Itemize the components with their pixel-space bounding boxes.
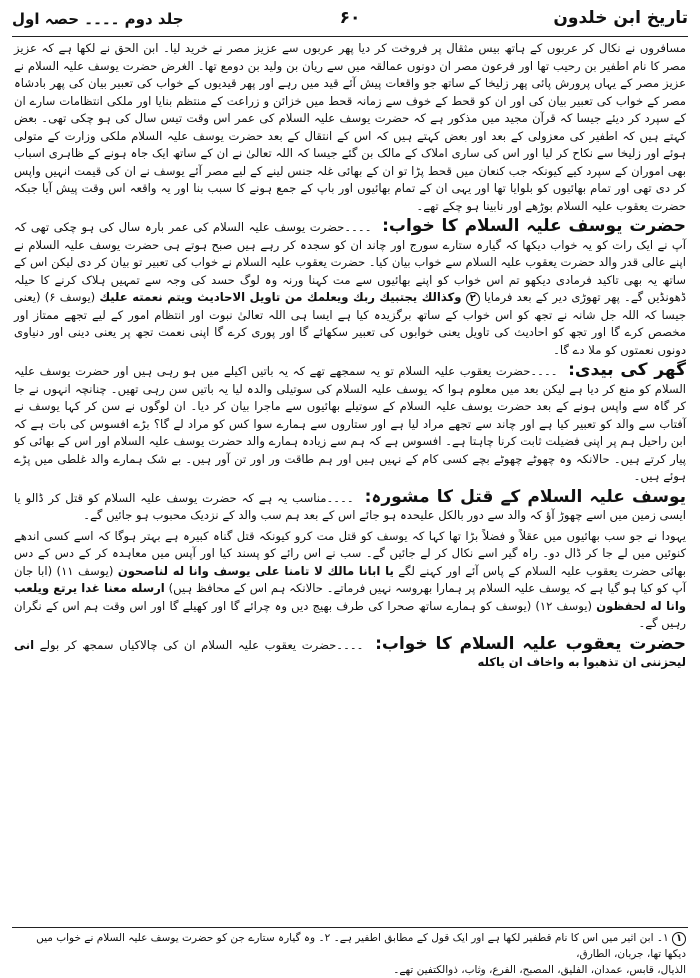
paragraph-home — [14, 362, 686, 486]
heading-yusuf-dream: حضرت یوسف علیہ السلام کا خواب: — [382, 216, 687, 236]
paragraph-dream-text: ۔۔۔۔حضرت یوسف علیہ السلام کی عمر بارہ سال کی ہو چکی تھی کہ آپ نے ایک رات کو یہ خواب دیکھا کہ گیارہ ستارے سورج اور چاند ان کو سجدہ کر رہے ہیں صبح ہوتے ہی حضرت یوسف علیہ السلام نے اپنے عالی قدر والد حضرت یعقوب علیہ السلام سے خواب بیان کیا۔ حضرت یعقوب علیہ السلام نے خواب کی تعبیر تو بیان کر دی لیکن اس کے ساتھ یہ بھی تاکید فرمادی دیکھو تم اس خواب کو اپنے بھائیوں سے مت کہنا ورنہ وہ لوگ حسد کی وجہ سے تمہیں ہلاک کرنے کا حیلہ ڈھونڈیں گے۔ پھر تھوڑی دیر کے بعد فرمایا — [14, 220, 686, 304]
quran-verse-2: يا ابانا مالك لا تامنا على يوسف وانا له لناصحون — [117, 563, 394, 578]
footnote-line-2: الذیال، قابس، عمدان، الفلیق، المصبح، الفرع، وثاب، ذوالکتفین تھے۔ — [393, 964, 686, 976]
footnote-line-1 — [14, 930, 686, 962]
page-header — [12, 6, 688, 36]
paragraph-yahuda-text-2: (یوسف ۱۱) (ابا جان آپ کو کیا ہو گیا ہے کہ یوسف علیہ السلام پر ہمارا بھروسہ نہیں فرماتے۔ حالانکہ ہم اس کے محافظ ہیں) — [14, 563, 686, 595]
paragraph-dream — [14, 218, 686, 359]
volume-label: جلد دوم ۔۔۔۔ حصہ اول — [12, 10, 184, 28]
footnote-1-text: ۱۔ ابن اثیر میں اس کا نام قطفیر لکھا ہے اور ایک قول کے مطابق اطفیر ہے۔ ۲۔ وہ گیارہ ستارے جن کو حضرت یوسف علیہ السلام نے خواب میں دیکھا تھا، جربان، الطارق، — [36, 932, 686, 960]
paragraph-plot — [14, 486, 686, 525]
footnotes — [14, 930, 686, 978]
paragraph-jacob-text: ۔۔۔۔حضرت یعقوب علیہ السلام ان کی چالاکیاں سمجھ کر بولے — [39, 637, 364, 652]
footnote-rule — [12, 927, 688, 928]
main-text — [14, 40, 686, 675]
heading-jacob-dream: حضرت یعقوب علیہ السلام کا خواب: — [375, 633, 687, 654]
paragraph-yahuda-text-3: (یوسف ۱۲) (یوسف کو ہمارے ساتھ صحرا کی طرف بھیج دیں وہ چرائے گا اور کھیلے گا اور اس وقت ہم اس کے نگران رہیں گے۔ — [14, 598, 686, 630]
quran-verse-3: ارسله معنا غدا يرتع ويلعب وانا له لحفظون — [14, 581, 687, 613]
paragraph-intro-text: مسافروں نے نکال کر عربوں کے ہاتھ بیس مثقال پر فروخت کر دیا پھر عربوں سے عزیز مصر نے خرید لیا۔ ابن الحق نے لکھا ہے کہ عزیز مصر کا نام اطفیر بن رحیب تھا اور فرعون مصر ان دونوں عمالقہ میں سے ریان بن ولید بن دومع تھا۔ الغرض حضرت یوسف علیہ السلام نے عزیز مصر کے یہاں پرورش پائی پھر زلیخا کے ساتھ جو واقعات پیش آئے قید میں رہے اور پھر قیدیوں کے خواب کی تعبیر بیان کی پھر بادشاہ مصر کے خواب کی تعبیر بیان کی اور ان کو قحط کے خوف سے زمانہ قحط میں خزائن و زراعت کے منتظم بنایا اور ملکی انتظامات سارے ان کے سپرد کر دیئے جیسا کہ قرآن مجید میں مذکور ہے کہ حضرت یوسف علیہ السلام کی عمر اس وقت تیس سال کی ہو چکی تھی۔ بعض کہتے ہیں کہ اطفیر کی معزولی کے بعد اور بعض کہتے ہیں کہ اس کے انتقال کے بعد حضرت یوسف علیہ السلام ملکی وزارت کے متولی ہوئے اور زلیخا سے نکاح کر لیا اور اس کی ساری املاک کے مالک بن گئے جیسا کہ اللہ تعالیٰ نے ان کے ساتھ ایک جاہ ہونے کے ظاہری اسباب بھی اموران کے سپرد کیے کیونکہ جب کنعان میں قحط پڑا تو ان کے بھائی غلہ جنس لینے کے لیے مصر آئے یوسف نے ان کی قیمت انہیں واپس کر دی تھی اور تمام بھائیوں کو بلوایا تھا اور یہی ان کے تمام بھائیوں اور باپ کے جمع ہونے کا سبب بنا اور یہ واقعہ اس وقت پیش آیا جبکہ حضرت یعقوب علیہ السلام بوڑھے اور نابینا ہو چکے تھے۔ — [14, 41, 686, 213]
heading-home: گھر کی بیدی: — [568, 360, 686, 380]
paragraph-intro — [14, 40, 686, 215]
footnote-marker-2: ۲ — [466, 292, 480, 306]
paragraph-dream-text-2: (یوسف ۶) (یعنی جیسا کہ اللہ جل شانہ نے تجھ کو اس خواب کے ساتھ برگزیدہ کیا ہے ایسا ہی اللہ تعالیٰ نبوت اور انتظام امور کے لیے تجھے ممتاز اور مخصص کرے گا اور تجھ کو احادیث کی تاویل یعنی خوابوں کی تعبیر سکھائے گا اور پوری کرے گا اپنی نعمت تجھ پر یعنی دینی اور دنیاوی دونوں نعمتوں کو ملا دے گا۔ — [14, 290, 686, 357]
heading-plot: یوسف علیہ السلام کے قتل کا مشورہ: — [364, 486, 686, 507]
quran-verse-4: انی لیحزننی ان تذهبوا به واخاف ان یاکله — [14, 637, 686, 669]
paragraph-jacob — [14, 633, 687, 672]
paragraph-plot-text: ۔۔۔۔مناسب یہ ہے کہ حضرت یوسف علیہ السلام کو قتل کر ڈالو یا ایسی زمین میں اسے چھوڑ آؤ کہ والد سے دور بالکل علیحدہ ہو جائے اس کے بعد ہم سب والد کے نزدیک محبوب ہو جائیں گے۔ — [14, 490, 686, 522]
book-title: تاریخ ابن خلدون — [553, 8, 688, 28]
paragraph-yahuda — [14, 528, 686, 633]
page-number: ۶۰ — [339, 8, 361, 28]
quran-verse-1: وكذالك يجتبيك ربك ويعلمك من تاويل الاحاديث ويتم نعمته عليك — [99, 290, 462, 304]
header-rule — [12, 36, 688, 37]
paragraph-yahuda-text: یہودا نے جو سب بھائیوں میں عقلاً و فضلاً بڑا تھا کہا کہ یوسف کو قتل مت کرو کیونکہ قتل گناہ کبیرہ ہے بہتر ہوگا کہ اسے کسی اندھے کنوئیں میں لے جا کر ڈال دو۔ راہ گیر اسے نکال کر لے جائیں گے۔ سب نے اس رائے کو پسند کیا اور آپس میں معاہدہ کر کے دس کے دس بھائی حضرت یعقوب علیہ السلام کے پاس آئے اور کہنے لگے — [14, 528, 686, 578]
footnote-marker-1: ۱ — [672, 932, 686, 946]
paragraph-home-text: ۔۔۔۔حضرت یعقوب علیہ السلام تو یہ سمجھے تھے کہ یہ باتیں اکیلے میں ہو رہی ہیں اور حضرت یوسف علیہ السلام کو منع کر دیا ہے لیکن بعد میں معلوم ہوا کہ یوسف علیہ السلام کی سوتیلی والدہ لیا یہ باتیں سن رہی تھیں۔ چنانچہ انہوں نے جا کر گاہ سے واپس ہونے کے بعد حضرت یوسف علیہ السلام کے سوتیلے بھائیوں سے ماجرا بیان کر دیا۔ ان لوگوں نے سن کر کہا یوسف نے آفتاب سے والد کو تعبیر کیا ہے اور چاند سے تجھے مراد لیا ہے اور ستاروں سے ہمارے سوا کس کو مراد لے گا؟ بڑے افسوس کی بات ہے کہ ابن راحیل ہم پر اپنی فضیلت ثابت کرنا چاہتا ہے۔ افسوس ہے کہ ہم سے زیادہ ہمارے والد حضرت یوسف علیہ السلام اور اس کے بھائی کو پیار کرتے ہیں۔ حالانکہ وہ چھوٹے چھوٹے بچے کسی کام کے نہیں ہیں اور ہم طاقت ور اور تن آور ہیں۔ بے شک ہمارے والد غلطی میں پڑے ہوئے ہیں۔ — [14, 364, 686, 483]
